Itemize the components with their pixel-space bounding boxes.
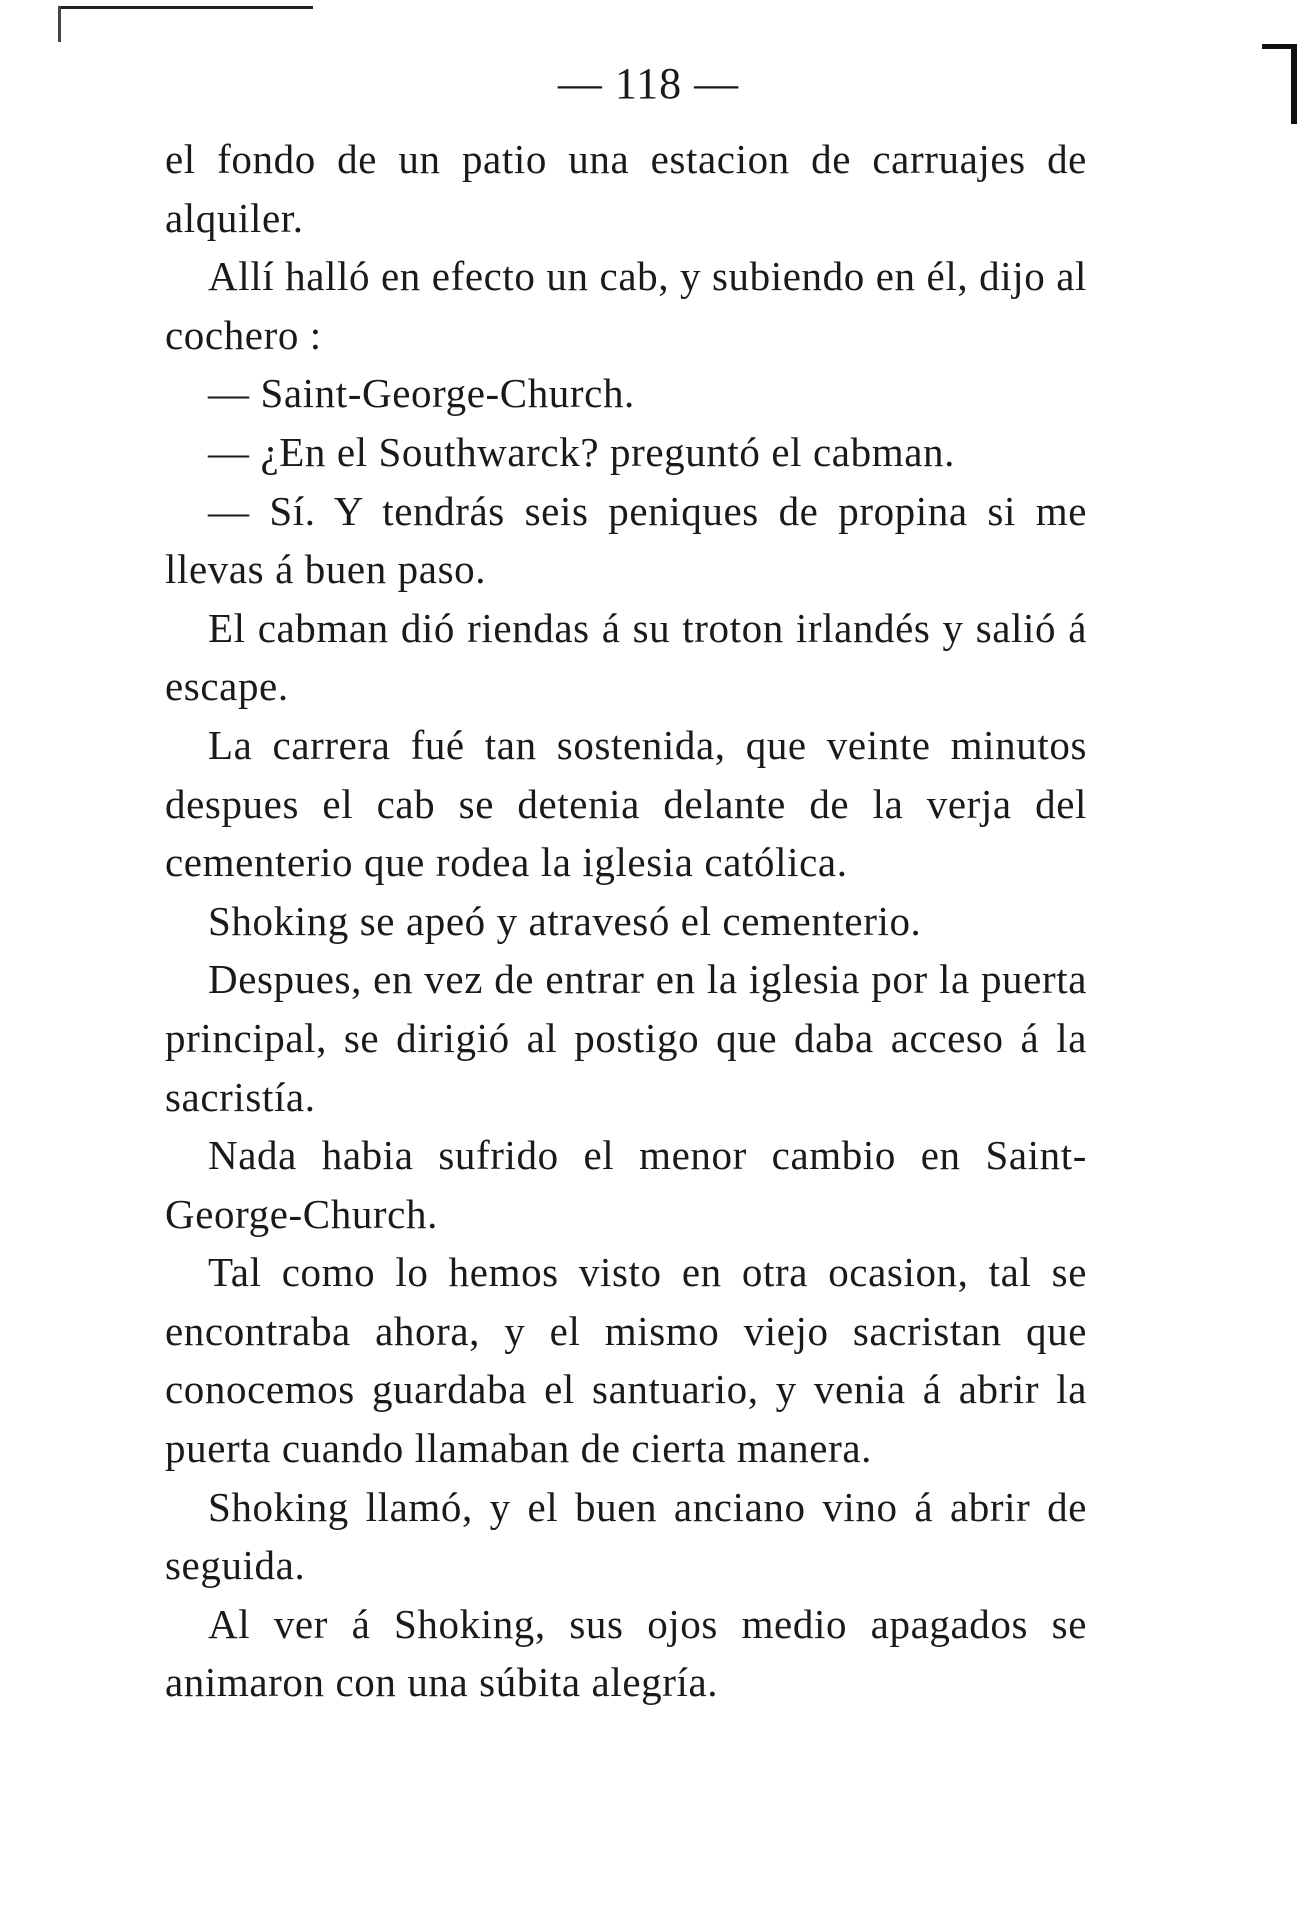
paragraph: Shoking se apeó y atravesó el cementerio. (208, 897, 922, 944)
paragraph: Tal como lo hemos visto en otra ocasion, tal se encontraba ahora, y el mismo viejo sacristan que conocemos guardaba el santuario, y venia á abrir la puerta cuando llamaban de cierta manera. (165, 1249, 1087, 1472)
paragraph: — Sí. Y tendrás seis peniques de propina si me llevas á buen paso. (165, 487, 1087, 593)
page-number: — 118 — (557, 59, 740, 108)
paragraph: Al ver á Shoking, sus ojos medio apagados se animaron con una súbita alegría. (165, 1600, 1087, 1706)
paragraph: El cabman dió riendas á su troton irlandés y salió á escape. (165, 604, 1087, 710)
paragraph: — ¿En el Southwarck? preguntó el cabman. (208, 428, 955, 475)
paragraph: Allí halló en efecto un cab, y subiendo en él, dijo al cochero : (165, 253, 1087, 358)
paragraph: La carrera fué tan sostenida, que veinte minutos despues el cab se detenia delante de la verja del cementerio que rodea la iglesia católica. (165, 721, 1087, 886)
paragraph: el fondo de un patio una estacion de carruajes de alquiler. (165, 136, 1087, 241)
paragraph: Shoking llamó, y el buen anciano vino á abrir de seguida. (165, 1483, 1087, 1589)
page-edge-mark (58, 6, 313, 9)
paragraph: Nada habia sufrido el menor cambio en Saint-George-Church. (165, 1132, 1087, 1237)
page-edge-mark (58, 6, 61, 42)
paragraph: Despues, en vez de entrar en la iglesia por la puerta principal, se dirigió al postigo que daba acceso á la sacristía. (165, 956, 1087, 1120)
body-text (165, 130, 1087, 1712)
paragraph: — Saint-George-Church. (208, 370, 635, 417)
